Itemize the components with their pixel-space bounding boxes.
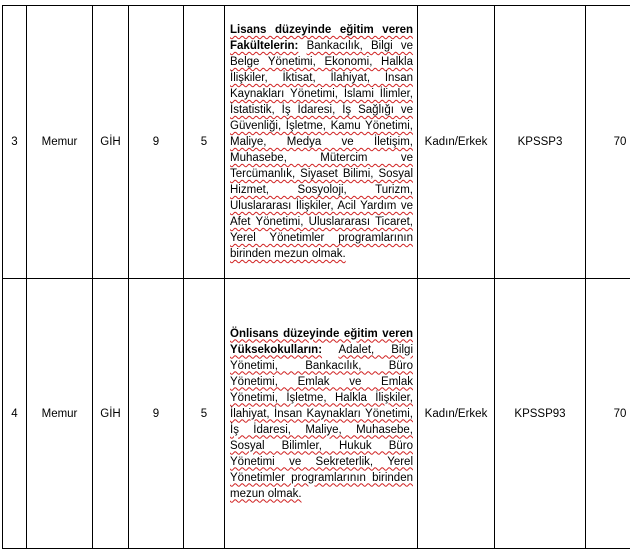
gender-cell: Kadın/Erkek [418,6,495,279]
quota-cell: 5 [184,6,225,279]
service-class-cell: GİH [93,6,129,279]
minimum-score-cell: 70 [586,279,630,549]
table-row [3,6,630,279]
job-requirements-table [2,5,630,549]
grade-cell: 9 [129,279,184,549]
qualification-text: Bankacılık, Bilgi ve Belge Yönetimi, Ekonomi, Halkla İlişkiler, İktisat, İlahiyat, İnsan Kaynakları Yönetimi, İslami İlimler, İstatistik, İş İdaresi, İş Sağlığı ve Güvenliği, İşletme, Kamu Yönetimi, Maliye, Medya ve İletişim, Muhasebe, Mütercim ve Tercümanlık, Siyaset Bilimi, Sosyal Hizmet, Sosyoloji, Turizm, Uluslararası İlişkiler, Acil Yardım ve Afet Yönetimi, Uluslararası Ticaret, Yerel Yönetimler programlarının birinden mezun olmak. [230,40,414,260]
qualification-heading: Lisans düzeyinde eğitim veren Fakültelerin: [230,24,413,52]
service-class-cell: GİH [93,279,129,549]
position-title-cell: Memur [27,279,93,549]
row-number-cell: 3 [3,6,27,279]
qualification-cell [225,6,418,279]
row-number-cell: 4 [3,279,27,549]
qualification-heading: Önlisans düzeyinde eğitim veren Yüksekokulların: [230,327,413,356]
table-row [3,279,630,549]
qualification-text: Adalet, Bilgi Yönetimi, Bankacılık, Büro Yönetimi, Emlak ve Emlak Yönetimi, İşletme, Halkla İlişkiler, İlahiyat, İnsan Kaynakları Yönetimi, İş İdaresi, Maliye, Muhasebe, Sosyal Bilimler, Hukuk Büro Yönetimi ve Sekreterlik, Yerel Yönetimler programlarının birinden mezun olmak. [230,343,413,500]
gender-cell: Kadın/Erkek [418,279,495,549]
quota-cell: 5 [184,279,225,549]
position-title-cell: Memur [27,6,93,279]
minimum-score-cell: 70 [586,6,630,279]
kpss-score-type-cell: KPSSP3 [495,6,586,279]
qualification-cell [225,279,418,549]
grade-cell: 9 [129,6,184,279]
kpss-score-type-cell: KPSSP93 [495,279,586,549]
